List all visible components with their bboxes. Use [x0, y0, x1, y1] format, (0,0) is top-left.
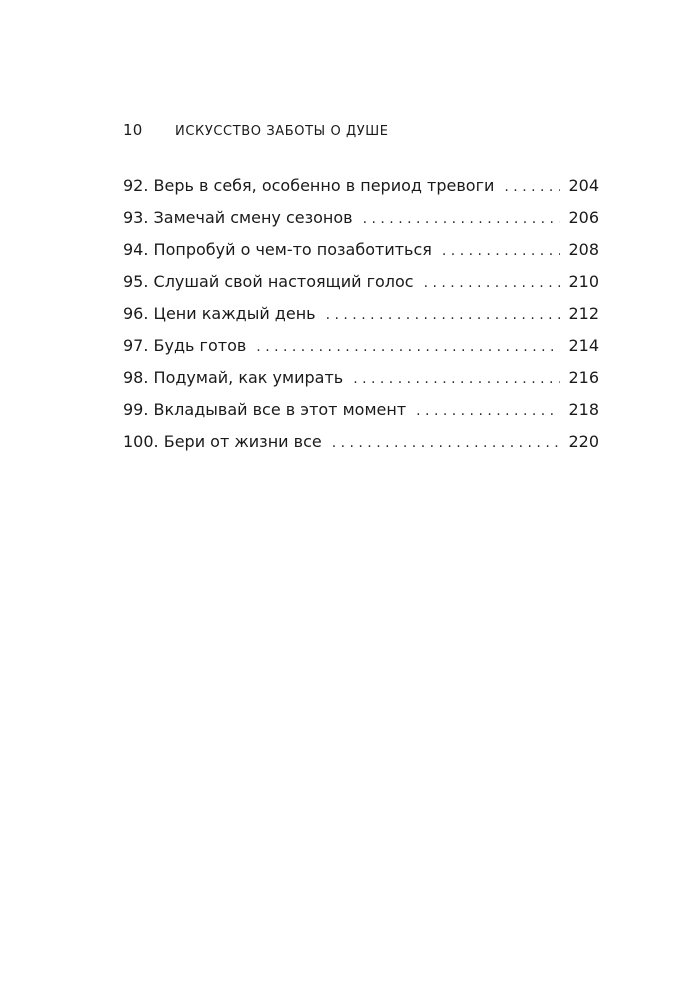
toc-entry-page: 214	[568, 336, 599, 355]
toc-entry-title: 92. Верь в себя, особенно в период тревоги	[123, 176, 495, 195]
toc-entry-page: 220	[568, 432, 599, 451]
toc-entry-page: 208	[568, 240, 599, 259]
dot-leader	[416, 399, 560, 423]
toc-entry-page: 218	[568, 400, 599, 419]
toc-entry-page: 216	[568, 368, 599, 387]
page-number: 10	[123, 121, 143, 139]
dot-leader	[442, 239, 561, 263]
toc-entry-title: 95. Слушай свой настоящий голос	[123, 272, 414, 291]
toc-entry-page: 204	[568, 176, 599, 195]
toc-entry	[123, 238, 599, 270]
toc-entry-page: 206	[568, 208, 599, 227]
toc-entry	[123, 206, 599, 238]
toc-entry	[123, 302, 599, 334]
dot-leader	[332, 431, 561, 455]
running-head	[123, 121, 389, 139]
toc-entry-title: 100. Бери от жизни все	[123, 432, 322, 451]
toc-entry-title: 98. Подумай, как умирать	[123, 368, 344, 387]
toc-entry	[123, 366, 599, 398]
toc-entry	[123, 398, 599, 430]
table-of-contents	[123, 174, 599, 462]
toc-entry-title: 99. Вкладывай все в этот момент	[123, 400, 407, 419]
toc-entry-title: 97. Будь готов	[123, 336, 247, 355]
toc-entry	[123, 270, 599, 302]
dot-leader	[504, 175, 560, 199]
dot-leader	[326, 303, 561, 327]
toc-entry	[123, 430, 599, 462]
toc-entry-title: 94. Попробуй о чем-то позаботиться	[123, 240, 432, 259]
book-title: ИСКУССТВО ЗАБОТЫ О ДУШЕ	[175, 124, 389, 139]
dot-leader	[353, 367, 560, 391]
dot-leader	[363, 207, 561, 231]
toc-entry-title: 96. Цени каждый день	[123, 304, 316, 323]
toc-entry	[123, 174, 599, 206]
toc-entry-title: 93. Замечай смену сезонов	[123, 208, 353, 227]
dot-leader	[256, 335, 560, 359]
toc-entry-page: 212	[568, 304, 599, 323]
toc-entry-page: 210	[568, 272, 599, 291]
dot-leader	[424, 271, 561, 295]
toc-entry	[123, 334, 599, 366]
